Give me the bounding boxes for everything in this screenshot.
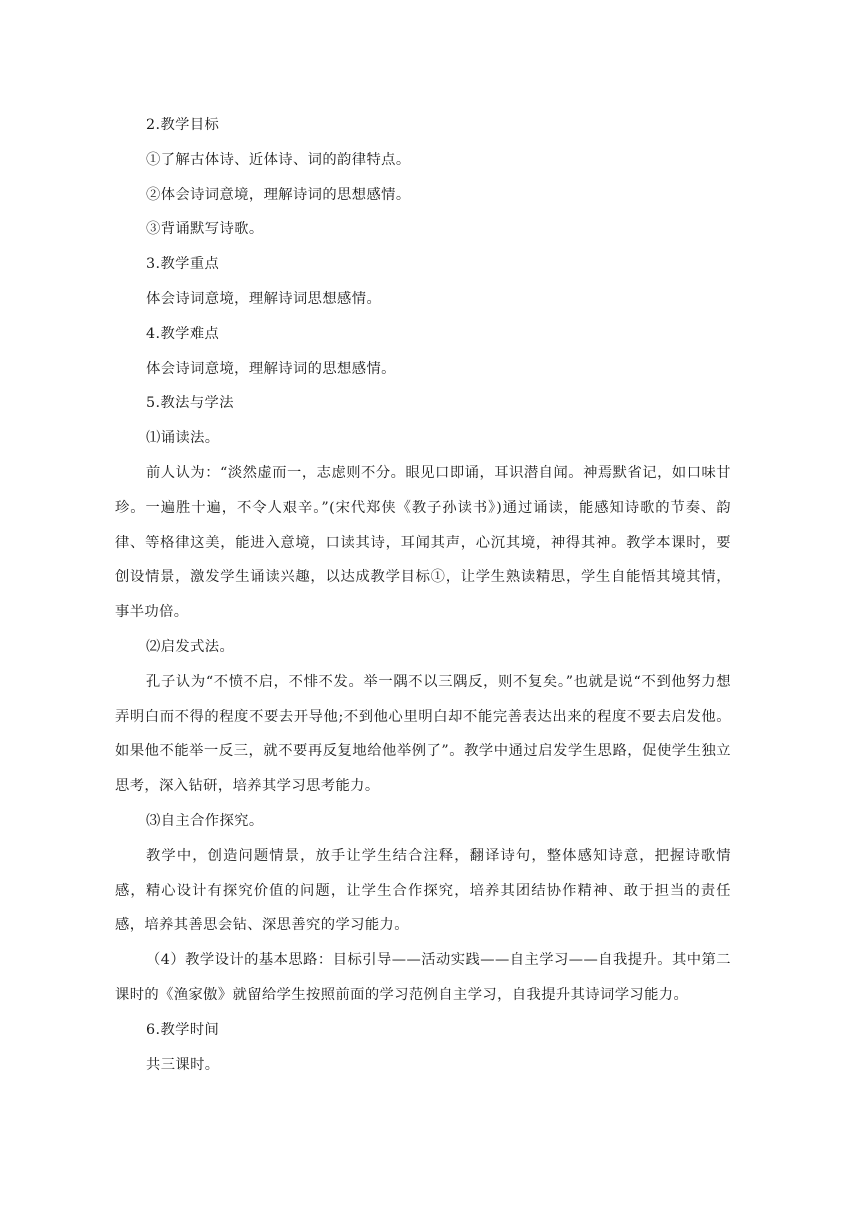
teaching-time-text: 共三课时。: [146, 1056, 220, 1073]
method-2-title: ⑵启发式法。: [146, 638, 235, 655]
document-body: [115, 108, 731, 1082]
objective-item-2: ②体会诗词意境，理解诗词的思想感情。: [146, 186, 411, 203]
heading-teaching-time: 6.教学时间: [146, 1021, 220, 1038]
method-3-body: 教学中，创造问题情景，放手让学生结合注释，翻译诗句，整体感知诗意，把握诗歌情感，精心设计有探究价值的问题，让学生合作探究，培养其团结协作精神、敢于担当的责任感，培养其善思会钻、深思善究的学习能力。: [115, 847, 731, 934]
method-3-title: ⑶自主合作探究。: [146, 812, 264, 829]
objective-item-3: ③背诵默写诗歌。: [146, 221, 264, 238]
method-2-body: 孔子认为“不愤不启，不悱不发。举一隅不以三隅反，则不复矣。”也就是说“不到他努力想弄明白而不得的程度不要去开导他;不到他心里明白却不能完善表达出来的程度不要去启发他。如果他不能举一反三，就不要再反复地给他举例了”。教学中通过启发学生思路，促使学生独立思考，深入钻研，培养其学习思考能力。: [115, 673, 731, 795]
objective-item-1: ①了解古体诗、近体诗、词的韵律特点。: [146, 151, 411, 168]
teaching-focus-text: 体会诗词意境，理解诗词思想感情。: [146, 290, 382, 307]
heading-teaching-difficulty: 4.教学难点: [146, 325, 220, 342]
teaching-difficulty-text: 体会诗词意境，理解诗词的思想感情。: [146, 360, 396, 377]
heading-teaching-focus: 3.教学重点: [146, 256, 220, 273]
heading-methods: 5.教法与学法: [146, 395, 234, 412]
method-1-title: ⑴诵读法。: [146, 430, 220, 447]
design-approach-text: （4）教学设计的基本思路：目标引导——活动实践——自主学习——自我提升。其中第二课时的《渔家傲》就留给学生按照前面的学习范例自主学习，自我提升其诗词学习能力。: [115, 952, 731, 1003]
method-1-body: 前人认为：“淡然虚而一，志虑则不分。眼见口即诵，耳识潜自闻。神焉默省记，如口味甘珍。一遍胜十遍，不令人艰辛。”(宋代郑侠《教子孙读书》)通过诵读，能感知诗歌的节奏、韵律、等格律这美，能进入意境，口读其诗，耳闻其声，心沉其境，神得其神。教学本课时，要创设情景，激发学生诵读兴趣，以达成教学目标①，让学生熟读精思，学生自能悟其境其情，事半功倍。: [115, 464, 731, 621]
heading-teaching-objectives: 2.教学目标: [146, 117, 220, 133]
